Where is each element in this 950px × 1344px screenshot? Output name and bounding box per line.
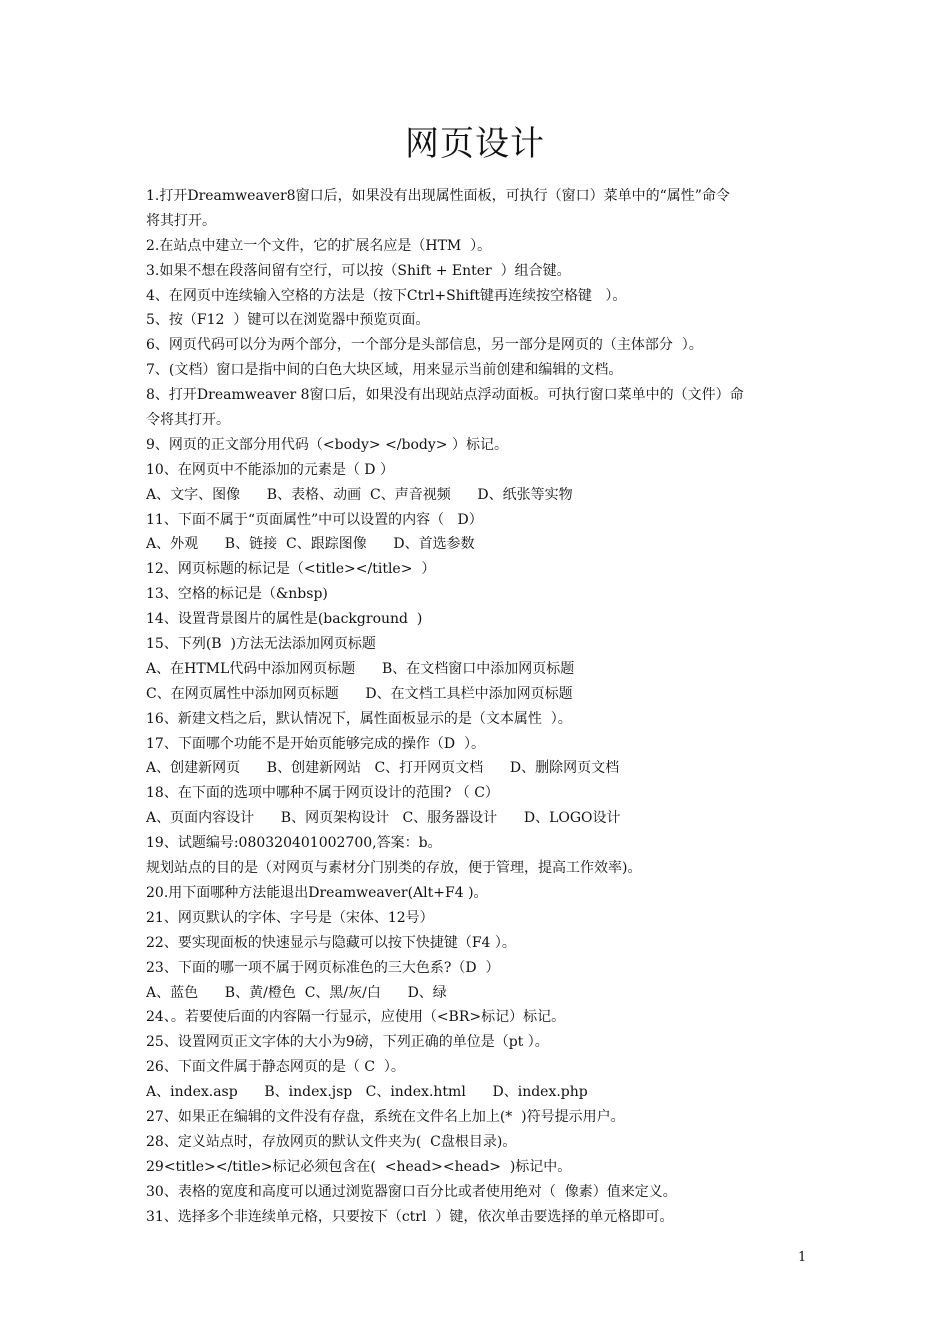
text-line: 12、网页标题的标记是（<title></title> ）: [146, 561, 436, 578]
text-line: 3.如果不想在段落间留有空行，可以按（Shift + Enter ）组合键。: [146, 262, 571, 279]
text-line: 26、下面文件属于静态网页的是（ C ）。: [146, 1059, 405, 1076]
text-line: 27、如果正在编辑的文件没有存盘，系统在文件名上加上(* )符号提示用户。: [146, 1108, 625, 1125]
text-line: A、页面内容设计 B、网页架构设计 C、服务器设计 D、LOGO设计: [146, 810, 621, 827]
text-line: 将其打开。: [146, 212, 216, 229]
text-line: 22、要实现面板的快速显示与隐藏可以按下快捷键（F4 ）。: [146, 934, 516, 951]
text-line: 10、在网页中不能添加的元素是（ D ）: [146, 461, 394, 478]
text-line: 25、设置网页正文字体的大小为9磅，下列正确的单位是（pt ）。: [146, 1034, 549, 1051]
text-line: 4、在网页中连续输入空格的方法是（按下Ctrl+Shift键再连续按空格键 ）。: [146, 287, 627, 304]
text-line: 29<title></title>标记必须包含在( <head><head> )标记中。: [146, 1158, 572, 1175]
text-line: 30、表格的宽度和高度可以通过浏览器窗口百分比或者使用绝对（ 像素）值来定义。: [146, 1183, 677, 1200]
text-line: 19、试题编号:080320401002700,答案：b。: [146, 835, 442, 852]
text-line: 11、下面不属于“页面属性”中可以设置的内容（ D）: [146, 511, 483, 528]
text-line: 24、。若要使后面的内容隔一行显示，应使用（<BR>标记）标记。: [146, 1009, 566, 1026]
text-line: 23、下面的哪一项不属于网页标准色的三大色系?（D ）: [146, 959, 500, 976]
text-line: 21、网页默认的字体、字号是（宋体、12号）: [146, 909, 434, 926]
text-line: 6、网页代码可以分为两个部分，一个部分是头部信息，另一部分是网页的（主体部分 ）。: [146, 337, 703, 354]
text-line: 8、打开Dreamweaver 8窗口后，如果没有出现站点浮动面板。可执行窗口菜单中的（文件）命: [146, 387, 744, 404]
text-line: A、index.asp B、index.jsp C、index.html D、index.php: [146, 1084, 588, 1101]
text-line: 20.用下面哪种方法能退出Dreamweaver(Alt+F4 )。: [146, 884, 488, 901]
document-body: [146, 184, 814, 1229]
text-line: 5、按（F12 ）键可以在浏览器中预览页面。: [146, 312, 430, 329]
text-line: C、在网页属性中添加网页标题 D、在文档工具栏中添加网页标题: [146, 685, 573, 702]
text-line: A、在HTML代码中添加网页标题 B、在文档窗口中添加网页标题: [146, 660, 575, 677]
text-line: A、蓝色 B、黄/橙色 C、黑/灰/白 D、绿: [146, 984, 447, 1001]
page-title: 网页设计: [405, 124, 545, 164]
text-line: 14、设置背景图片的属性是(background ): [146, 611, 423, 628]
text-line: 18、在下面的选项中哪种不属于网页设计的范围? （ C）: [146, 785, 499, 802]
text-line: 2.在站点中建立一个文件，它的扩展名应是（HTM ）。: [146, 237, 492, 254]
page-number: 1: [798, 1250, 807, 1265]
text-line: A、外观 B、链接 C、跟踪图像 D、首选参数: [146, 536, 475, 553]
text-line: 15、下列(B )方法无法添加网页标题: [146, 636, 376, 653]
text-line: 28、定义站点时，存放网页的默认文件夹为( C盘根目录)。: [146, 1133, 517, 1150]
text-line: 31、选择多个非连续单元格，只要按下（ctrl ）键，依次单击要选择的单元格即可。: [146, 1208, 674, 1225]
text-line: 9、网页的正文部分用代码（<body> </body> ）标记。: [146, 436, 508, 453]
text-line: 16、新建文档之后，默认情况下，属性面板显示的是（文本属性 ）。: [146, 710, 572, 727]
text-line: A、文字、图像 B、表格、动画 C、声音视频 D、纸张等实物: [146, 486, 573, 503]
text-line: A、创建新网页 B、创建新网站 C、打开网页文档 D、删除网页文档: [146, 760, 620, 777]
text-line: 令将其打开。: [146, 412, 230, 429]
text-line: 7、(文档）窗口是指中间的白色大块区域，用来显示当前创建和编辑的文档。: [146, 362, 623, 379]
text-line: 13、空格的标记是（&nbsp): [146, 586, 328, 603]
text-line: 1.打开Dreamweaver8窗口后，如果没有出现属性面板，可执行（窗口）菜单中的“属性”命令: [146, 188, 730, 204]
text-line: 规划站点的目的是（对网页与素材分门别类的存放，便于管理，提高工作效率)。: [146, 860, 642, 877]
text-line: 17、下面哪个功能不是开始页能够完成的操作（D ）。: [146, 735, 485, 752]
